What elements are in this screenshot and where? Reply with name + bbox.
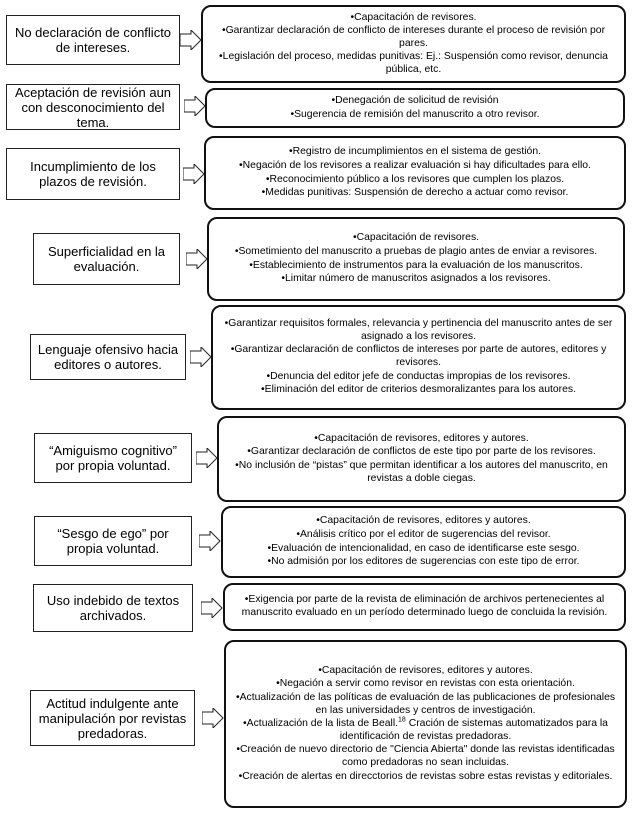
problem-box [33, 233, 180, 285]
beall-continuation: Cración de sistemas automatizados para la identificación de revistas predadoras. [339, 718, 608, 742]
problem-label: Lenguaje ofensivo hacia editores o autores. [37, 342, 179, 372]
solution-item: •Actualización de las políticas de evaluación de las publicaciones de profesionales en las universidades y centros de investigación. [235, 692, 616, 716]
problem-label: Actitud indulgente ante manipulación por revistas predadoras. [38, 695, 187, 741]
solution-box [204, 136, 626, 210]
solution-item: •Capacitación de revisores, editores y autores. [316, 515, 531, 527]
solution-item: •Negación a servir como revisor en revistas con esta orientación. [276, 678, 575, 690]
arrow-icon [201, 598, 223, 618]
solution-item: •Eliminación del editor de criterios desmoralizantes para los autores. [261, 384, 576, 396]
solution-item [230, 718, 621, 743]
solution-item: •Reconocimiento público a los revisores que cumplen los plazos. [265, 173, 565, 185]
solution-item: •Evaluación de intencionalidad, en caso de identificarse este sesgo. [267, 542, 580, 554]
solution-item: •Establecimiento de instrumentos para la evaluación de los manuscritos. [249, 259, 583, 271]
solution-item: •Sometimiento del manuscrito a pruebas de plagio antes de enviar a revisores. [234, 245, 598, 257]
problem-label: Aceptación de revisión aun con desconocimiento del tema. [14, 84, 172, 130]
solution-item: •Denegación de solicitud de revisión [331, 94, 499, 106]
solution-item: •Sugerencia de remisión del manuscrito a otro revisor. [290, 108, 540, 120]
arrow-icon [184, 96, 206, 116]
solution-item: •Creación de nuevo directorio de "Ciencia Abierta" donde las revistas identificadas como predadoras no sean incluidas. [236, 744, 615, 768]
solution-item: •Exigencia por parte de la revista de eliminación de archivos pertenecientes al manuscrito evaluado en un período determinado luego de concluida la revisión. [241, 594, 608, 618]
problem-label: “Sesgo de ego” por propia voluntad. [57, 526, 169, 556]
arrow-icon [199, 531, 221, 551]
arrow-icon [183, 164, 205, 184]
solution-box [201, 5, 626, 83]
solution-item: •Análisis crítico por el editor de sugerencias del revisor. [296, 528, 551, 540]
solution-box [223, 583, 626, 631]
solution-item: •Medidas punitivas: Suspensión de derecho a actuar como revisor. [261, 187, 569, 199]
solution-box [205, 88, 625, 128]
problem-box [30, 690, 195, 746]
solution-item: •Negación de los revisores a realizar evaluación si hay dificultades para ello. [239, 159, 591, 171]
arrow-icon [202, 708, 224, 728]
solution-box [211, 305, 626, 410]
solution-item: •Capacitación de revisores. [350, 11, 477, 23]
problem-box [6, 84, 180, 130]
solution-item: •No admisión por los editores de sugerencias con este tipo de error. [267, 556, 580, 568]
solution-box [224, 640, 627, 808]
problem-label: Uso indebido de textos archivados. [46, 593, 180, 623]
solution-item: •Garantizar declaración de conflicto de intereses durante el proceso de revisión por pares. [221, 25, 606, 49]
arrow-icon [186, 249, 208, 269]
solution-item: •No inclusión de “pistas” que permitan identificar a los autores del manuscrito, en revistas a doble ciegas. [235, 460, 608, 484]
problem-label: No declaración de conflicto de intereses. [14, 25, 172, 55]
problem-label: Incumplimiento de los plazos de revisión. [30, 159, 156, 189]
problem-box [34, 433, 192, 483]
solution-item: •Garantizar declaración de conflictos de este tipo por parte de los revisores. [247, 446, 596, 458]
arrow-icon [180, 30, 202, 50]
solution-box [207, 217, 625, 301]
solution-item: •Limitar número de manuscritos asignados a los revisores. [281, 273, 551, 285]
problem-box [6, 148, 180, 200]
solution-item: •Capacitación de revisores, editores y autores. [318, 664, 533, 676]
footnote-ref: 18 [398, 716, 406, 724]
arrow-icon [190, 347, 212, 367]
solution-item: •Garantizar declaración de conflictos de intereses por parte de autores, editores y revisores. [230, 344, 607, 368]
solution-item: •Registro de incumplimientos en el sistema de gestión. [289, 146, 541, 158]
solution-item: •Capacitación de revisores, editores y autores. [314, 432, 529, 444]
problem-label: Superficialidad en la evaluación. [47, 244, 166, 274]
solution-item: •Legislación del proceso, medidas punitivas: Ej.: Suspensión como revisor, denuncia pública, etc. [219, 51, 608, 75]
problem-box [33, 584, 193, 632]
solution-item: •Garantizar requisitos formales, relevancia y pertinencia del manuscrito antes de ser asignado a los revisores. [224, 318, 613, 342]
solution-item: •Creación de alertas en direcctorios de revistas sobre estas revistas y editoriales. [238, 770, 613, 782]
arrow-icon [196, 448, 218, 468]
solution-item: •Capacitación de revisores. [352, 232, 480, 244]
problem-box [34, 516, 192, 566]
solution-box [221, 506, 626, 578]
solution-box [217, 416, 626, 502]
problem-box [30, 334, 186, 380]
beall-text: •Actualización de la lista de Beall. [243, 718, 399, 730]
solution-item: •Denuncia del editor jefe de conductas impropias de los revisores. [266, 370, 571, 382]
problem-label: “Amiguismo cognitivo” por propia voluntad. [49, 443, 177, 473]
problem-box [6, 15, 180, 65]
